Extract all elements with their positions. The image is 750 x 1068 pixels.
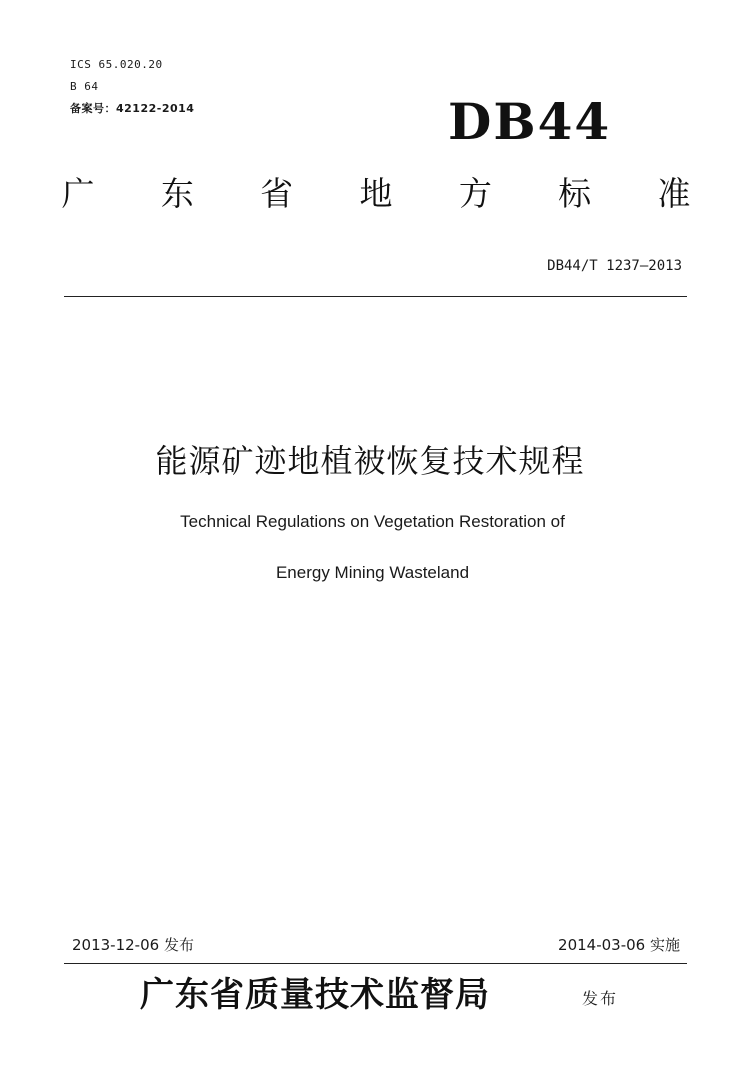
record-number: 备案号：42122-2014 [70,102,195,115]
bottom-divider [64,963,687,964]
top-divider [64,296,687,297]
title-english-line2: Energy Mining Wasteland [275,563,470,582]
standard-number: DB44/T 1237—2013 [547,258,682,274]
standard-type-title [58,170,694,218]
issuer-suffix: 发布 [582,989,619,1008]
standard-type-char: 省 [260,174,294,213]
standard-type-char: 广 [61,174,95,213]
standard-type-char: 准 [657,174,691,213]
standard-type-char: 方 [458,174,492,213]
ics-code: ICS 65.020.20 [70,58,163,71]
issue-date: 2013-12-06 发布 [72,936,194,954]
standard-type-char: 东 [160,174,194,213]
title-chinese: 能源矿迹地植被恢复技术规程 [155,442,585,480]
standard-code-logo: DB44 [448,92,612,151]
implement-date: 2014-03-06 实施 [558,936,680,954]
ccs-code: B 64 [70,80,99,93]
standard-type-char: 地 [359,174,393,213]
issuer-name: 广东省质量技术监督局 [140,975,490,1015]
title-english-line1: Technical Regulations on Vegetation Restoration of [180,512,565,531]
standard-type-char: 标 [558,174,592,213]
